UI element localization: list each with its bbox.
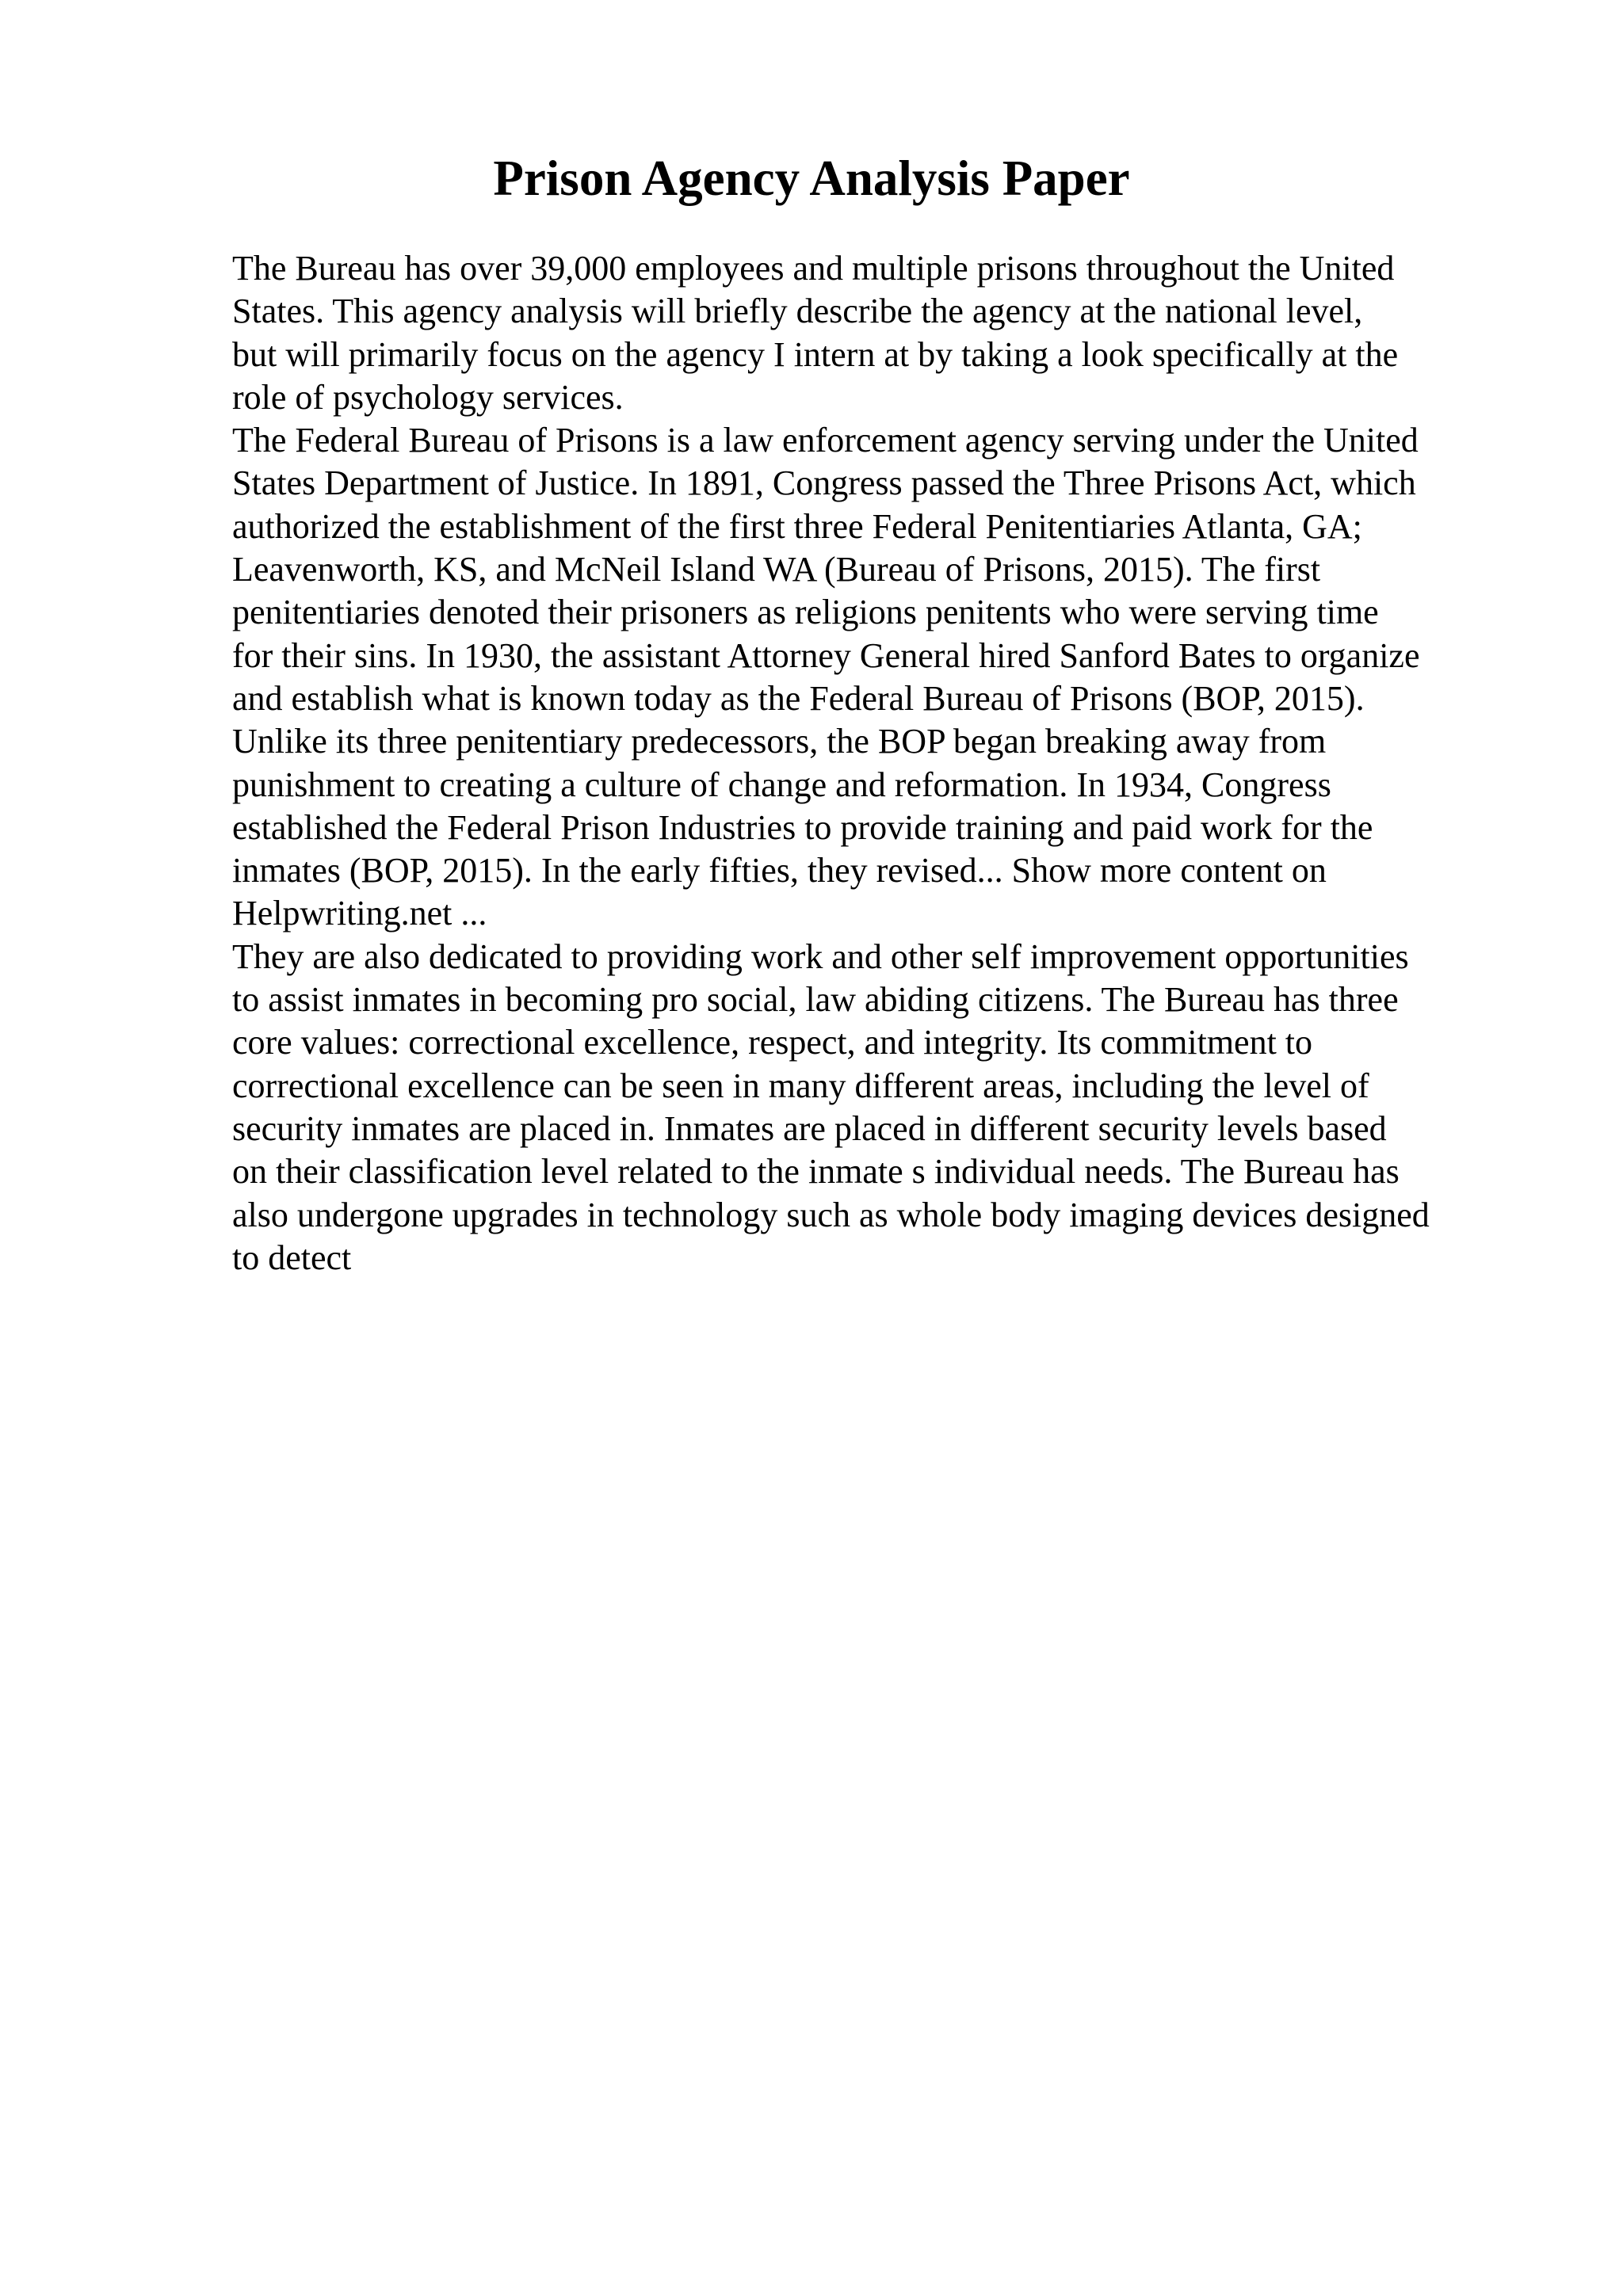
paragraph-2 — [232, 419, 1516, 936]
paragraph-1 — [232, 247, 1516, 419]
document-body — [232, 247, 1516, 1280]
document-title: Prison Agency Analysis Paper — [493, 151, 1130, 206]
text-line: The Bureau has over 39,000 employees and multiple prisons throughout the United — [232, 249, 1395, 288]
text-line: States Department of Justice. In 1891, Congress passed the Three Prisons Act, which — [232, 463, 1416, 503]
text-line: security inmates are placed in. Inmates are placed in different security levels based — [232, 1108, 1387, 1148]
text-line: established the Federal Prison Industries to provide training and paid work for the — [232, 807, 1373, 847]
text-line: States. This agency analysis will briefly describe the agency at the national level, — [232, 292, 1363, 331]
text-line: Helpwriting.net ... — [232, 894, 487, 933]
text-line: but will primarily focus on the agency I intern at by taking a look specifically at the — [232, 334, 1399, 374]
text-line: and establish what is known today as the Federal Bureau of Prisons (BOP, 2015). — [232, 678, 1365, 718]
text-line: The Federal Bureau of Prisons is a law enforcement agency serving under the United — [232, 421, 1419, 460]
paragraph-3 — [232, 936, 1516, 1280]
text-line: authorized the establishment of the first three Federal Penitentiaries Atlanta, GA; — [232, 506, 1362, 546]
text-line: inmates (BOP, 2015). In the early fifties, they revised... Show more content on — [232, 851, 1327, 891]
text-line: role of psychology services. — [232, 377, 624, 417]
text-line: punishment to creating a culture of change and reformation. In 1934, Congress — [232, 765, 1331, 804]
text-line: core values: correctional excellence, respect, and integrity. Its commitment to — [232, 1023, 1313, 1062]
text-line: penitentiaries denoted their prisoners as religions penitents who were serving time — [232, 593, 1379, 632]
text-line: on their classification level related to the inmate s individual needs. The Bureau has — [232, 1152, 1400, 1192]
text-line: also undergone upgrades in technology such as whole body imaging devices designed — [232, 1195, 1430, 1234]
text-line: They are also dedicated to providing work and other self improvement opportunities — [232, 936, 1409, 976]
text-line: Unlike its three penitentiary predecessors, the BOP began breaking away from — [232, 722, 1327, 761]
text-line: Leavenworth, KS, and McNeil Island WA (Bureau of Prisons, 2015). The first — [232, 550, 1321, 589]
text-line: to assist inmates in becoming pro social, law abiding citizens. The Bureau has three — [232, 980, 1399, 1020]
text-line: for their sins. In 1930, the assistant Attorney General hired Sanford Bates to organize — [232, 635, 1420, 675]
text-line: correctional excellence can be seen in many different areas, including the level of — [232, 1066, 1369, 1105]
text-line: to detect — [232, 1238, 352, 1277]
